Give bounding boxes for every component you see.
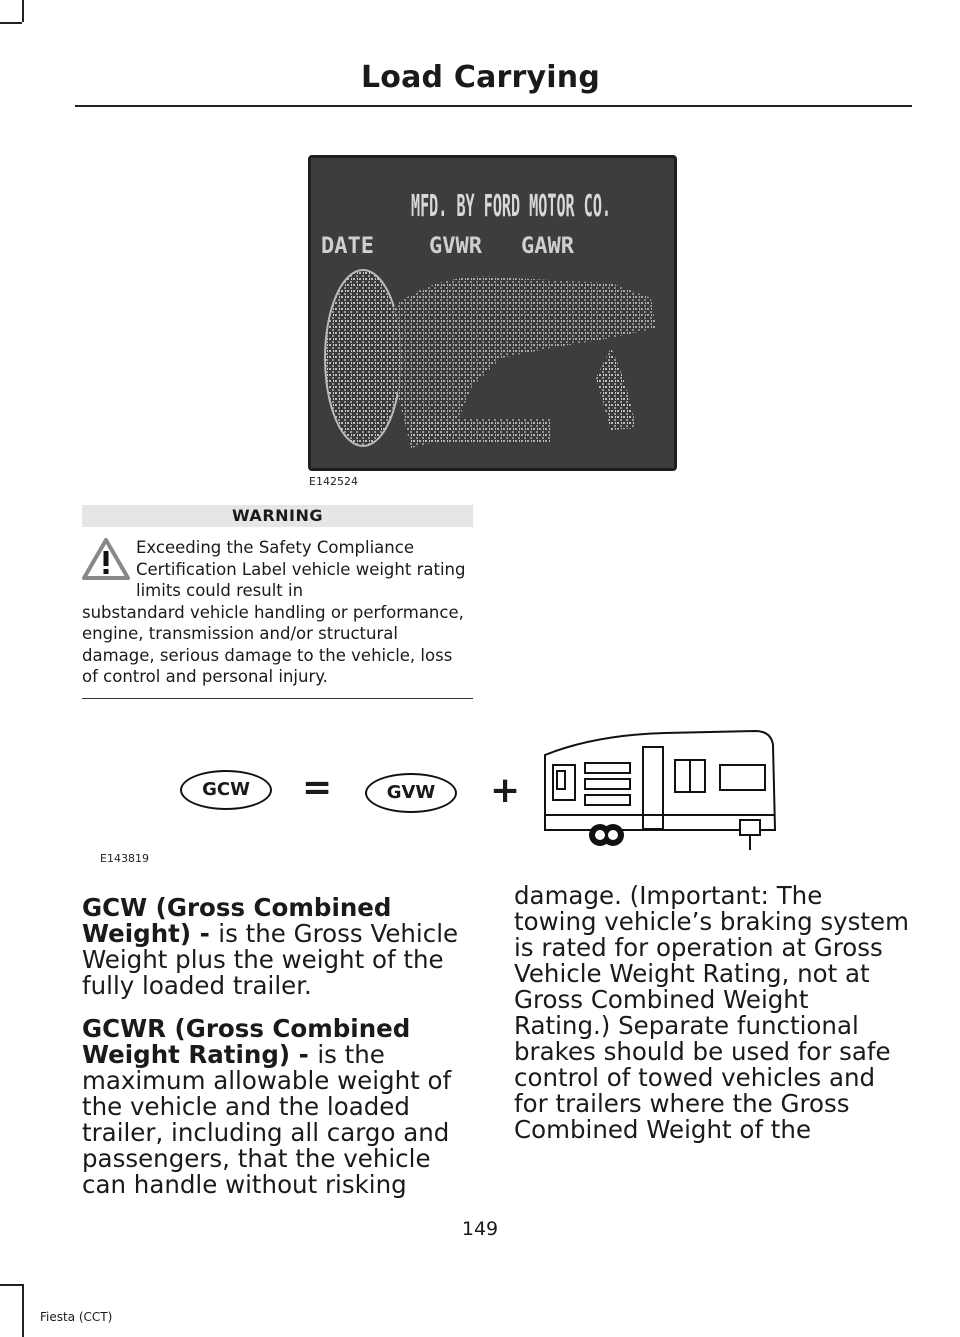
gcw-text: is the Gross Vehicle Weight plus the weight of the fully loaded trailer. bbox=[82, 919, 459, 1000]
label-gawr-text: GAWR bbox=[521, 234, 574, 259]
label-maker-text: MFD. BY FORD MOTOR CO. bbox=[411, 189, 611, 224]
gcw-definition bbox=[82, 895, 477, 999]
certification-label-image bbox=[308, 155, 677, 471]
label-date-text: DATE bbox=[321, 234, 374, 259]
warning-text-first: Exceeding the Safety Compliance Certification Label vehicle weight rating limits could result in bbox=[136, 538, 466, 600]
page-number: 149 bbox=[461, 1218, 499, 1240]
footer-model: Fiesta (CCT) bbox=[40, 1310, 113, 1324]
figure-code: E143819 bbox=[100, 852, 149, 865]
gcwr-text: is the maximum allowable weight of the vehicle and the loaded trailer, including all cargo and passengers, that the vehicle can handle without risking bbox=[82, 1040, 452, 1199]
travel-trailer-icon bbox=[535, 725, 785, 850]
gvw-oval: GVW bbox=[365, 773, 457, 813]
gcw-oval: GCW bbox=[180, 770, 272, 810]
warning-divider bbox=[82, 698, 473, 699]
equals-sign: = bbox=[302, 767, 333, 808]
crop-mark bbox=[0, 1284, 22, 1286]
crop-mark bbox=[22, 0, 24, 22]
gcwr-definition bbox=[82, 1016, 477, 1198]
warning-box bbox=[82, 505, 473, 699]
gcwr-dash: - bbox=[290, 1040, 318, 1069]
warning-triangle-icon bbox=[82, 537, 130, 581]
text-column-left bbox=[82, 895, 477, 1198]
label-gvwr-text: GVWR bbox=[429, 234, 482, 259]
gcw-formula-figure bbox=[150, 725, 790, 855]
gcw-term: GCW (Gross Combined Weight) bbox=[82, 893, 392, 948]
crop-mark bbox=[22, 1284, 24, 1337]
crop-mark bbox=[0, 22, 22, 24]
page-title: Load Carrying bbox=[360, 60, 600, 95]
warning-body bbox=[82, 537, 473, 699]
text-column-right bbox=[514, 883, 909, 1143]
certification-label-graphic bbox=[311, 158, 674, 468]
label-text-block bbox=[411, 418, 551, 443]
header-divider bbox=[75, 105, 912, 107]
gcwr-term: GCWR (Gross Combined Weight Rating) bbox=[82, 1014, 411, 1069]
plus-sign: + bbox=[490, 770, 521, 811]
braking-paragraph: damage. (Important: The towing vehicle’s braking system is rated for operation at Gross Vehicle Weight Rating, not at Gross Combined Weight Rating.) Separate functional brakes should be used for safe control of towed vehicles and for trailers where the Gross Combined Weight of the bbox=[514, 881, 909, 1144]
maple-leaf-seal bbox=[325, 270, 401, 446]
warning-heading: WARNING bbox=[82, 505, 473, 527]
warning-text-rest: substandard vehicle handling or performance, engine, transmission and/or structural damage, serious damage to the vehicle, loss of control and personal injury. bbox=[82, 602, 464, 686]
figure-code: E142524 bbox=[309, 475, 358, 488]
gcw-dash: - bbox=[191, 919, 219, 948]
